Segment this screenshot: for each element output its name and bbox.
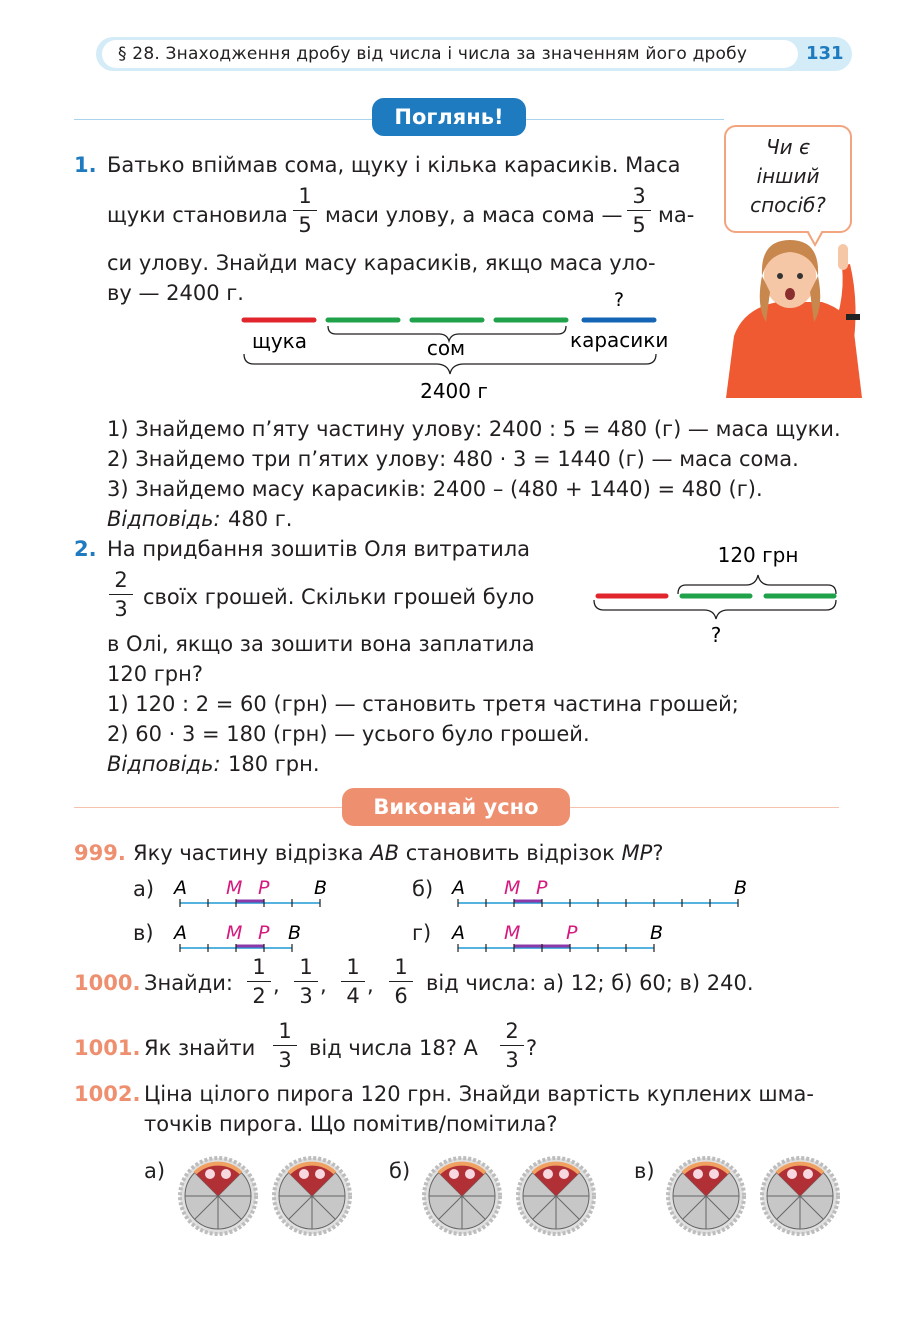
solution-step: 2) 60 · 3 = 180 (грн) — усього було грошей. <box>107 722 590 746</box>
fraction-denominator: 3 <box>299 984 313 1008</box>
pike-label: щука <box>252 329 308 353</box>
page-number: 131 <box>806 43 844 64</box>
point-a-label: A <box>174 877 187 899</box>
option-label: в) <box>133 921 154 945</box>
fraction-numerator: 2 <box>114 568 128 592</box>
girl-illustration <box>726 236 876 398</box>
point-b-label: B <box>314 877 328 899</box>
point-m-label: M <box>504 922 521 944</box>
answer-label: Відповідь: <box>107 507 221 531</box>
exercise-text <box>133 840 663 866</box>
pie-a2 <box>274 1158 350 1234</box>
problem-text: щуки становила <box>107 203 288 227</box>
fraction <box>106 568 136 621</box>
option-label: б) <box>389 1159 411 1183</box>
solution-step: 2) Знайдемо три п’ятих улову: 480 · 3 = 1440 (г) — маса сома. <box>107 447 799 471</box>
pie-b1 <box>424 1158 500 1234</box>
fraction <box>497 1019 527 1072</box>
option-label: г) <box>412 921 432 945</box>
exercise-text-part: Яку частину відрізка <box>133 841 364 865</box>
point-a-label: A <box>452 877 465 899</box>
segment-a <box>172 872 332 912</box>
problem-text: ву — 2400 г. <box>107 281 244 305</box>
exercise-number: 1002. <box>74 1082 141 1106</box>
problem-text: своїх грошей. Скільки грошей було <box>143 585 535 609</box>
exercise-text: від числа: а) 12; б) 60; в) 240. <box>426 971 754 995</box>
problem-text: На придбання зошитів Оля витратила <box>107 537 531 561</box>
point-m-label: M <box>226 877 243 899</box>
segment-ab: AB <box>370 841 399 865</box>
fraction-numerator: 1 <box>394 955 408 979</box>
exercise-number: 1000. <box>74 971 141 995</box>
bubble-line: спосіб? <box>750 193 826 217</box>
pie-c2 <box>762 1158 838 1234</box>
comma: , <box>273 973 280 997</box>
segment-b <box>450 872 750 912</box>
fraction-denominator: 3 <box>505 1048 519 1072</box>
fraction-numerator: 1 <box>298 184 312 208</box>
carp-question: ? <box>613 289 625 311</box>
problem-text: ма- <box>658 203 695 227</box>
question-mark: ? <box>652 841 664 865</box>
point-b-label: B <box>650 922 664 944</box>
problem-text: 120 грн? <box>107 662 203 686</box>
exercise-text: Ціна цілого пирога 120 грн. Знайди вартість куплених шма- <box>144 1082 814 1106</box>
exercise-number: 999. <box>74 841 126 865</box>
exercise-text: точків пирога. Що помітив/помітила? <box>144 1112 558 1136</box>
fraction-numerator: 1 <box>278 1019 292 1043</box>
pie-illustrations <box>176 1148 856 1238</box>
exercise-text: ? <box>526 1036 538 1060</box>
option-label: а) <box>144 1159 166 1183</box>
fraction-numerator: 2 <box>505 1019 519 1043</box>
exercise-text: Як знайти <box>144 1036 256 1060</box>
exercise-number: 1001. <box>74 1036 141 1060</box>
section-badge-look: Поглянь! <box>372 98 526 136</box>
fraction <box>624 184 654 237</box>
fraction-denominator: 5 <box>298 213 312 237</box>
pie-a1 <box>180 1158 256 1234</box>
speech-bubble <box>724 125 852 233</box>
fraction <box>386 955 416 1008</box>
problem-text: Батько впіймав сома, щуку і кілька карасиків. Маса <box>107 153 681 177</box>
point-b-label: B <box>288 922 302 944</box>
answer-label: Відповідь: <box>107 752 221 776</box>
section-badge-oral: Виконай усно <box>342 788 570 826</box>
header-title: § 28. Знаходження дробу від числа і числа за значенням його дробу <box>118 44 748 64</box>
carp-label: карасики <box>570 328 669 352</box>
answer-value: 480 г. <box>228 507 293 531</box>
fraction-denominator: 5 <box>632 213 646 237</box>
option-label: б) <box>412 877 434 901</box>
option-label: а) <box>133 877 155 901</box>
problem-text: в Олі, якщо за зошити вона заплатила <box>107 632 535 656</box>
point-p-label: P <box>258 877 270 899</box>
fraction <box>290 184 320 237</box>
point-p-label: P <box>258 922 270 944</box>
fraction-denominator: 4 <box>346 984 360 1008</box>
segment-mp: MP <box>621 841 653 865</box>
point-a-label: A <box>452 922 465 944</box>
fraction-numerator: 1 <box>252 955 266 979</box>
fraction <box>338 955 368 1008</box>
solution-step: 1) Знайдемо п’яту частину улову: 2400 : 5 = 480 (г) — маса щуки. <box>107 417 841 441</box>
solution-step: 1) 120 : 2 = 60 (грн) — становить третя частина грошей; <box>107 692 739 716</box>
money-diagram <box>586 538 846 650</box>
problem-text: маси улову, а маса сома — <box>325 203 623 227</box>
fish-diagram <box>236 286 676 406</box>
exercise-text-part: становить відрізок <box>405 841 615 865</box>
catfish-label: сом <box>426 336 466 360</box>
segment-c <box>172 917 312 957</box>
point-a-label: A <box>174 922 187 944</box>
fraction-denominator: 3 <box>114 597 128 621</box>
pie-c1 <box>668 1158 744 1234</box>
bubble-line: інший <box>756 164 820 188</box>
point-m-label: M <box>504 877 521 899</box>
top-brace <box>678 575 836 594</box>
comma: , <box>367 973 374 997</box>
point-p-label: P <box>536 877 548 899</box>
fraction-denominator: 6 <box>394 984 408 1008</box>
fraction-numerator: 1 <box>346 955 360 979</box>
exercise-text: від числа 18? А <box>309 1036 478 1060</box>
comma: , <box>320 973 327 997</box>
fraction-denominator: 2 <box>252 984 266 1008</box>
problem-text: си улову. Знайди масу карасиків, якщо маса уло- <box>107 251 656 275</box>
fraction <box>244 955 274 1008</box>
segment-d <box>450 917 680 957</box>
point-p-label: P <box>566 922 578 944</box>
answer-value: 180 грн. <box>228 752 320 776</box>
fraction <box>291 955 321 1008</box>
problem-number: 1. <box>74 153 97 177</box>
pie-b2 <box>518 1158 594 1234</box>
total-label: 2400 г <box>420 379 488 403</box>
fraction-denominator: 3 <box>278 1048 292 1072</box>
option-label: в) <box>634 1159 655 1183</box>
exercise-text: Знайди: <box>144 971 233 995</box>
fraction-numerator: 1 <box>299 955 313 979</box>
fraction <box>270 1019 300 1072</box>
diagram-bottom-label: ? <box>710 623 722 647</box>
fraction-numerator: 3 <box>632 184 646 208</box>
point-b-label: B <box>734 877 748 899</box>
point-m-label: M <box>226 922 243 944</box>
problem-number: 2. <box>74 537 97 561</box>
bottom-brace <box>594 600 836 619</box>
diagram-top-label: 120 грн <box>717 543 799 567</box>
solution-step: 3) Знайдемо масу карасиків: 2400 – (480 + 1440) = 480 (г). <box>107 477 763 501</box>
bubble-line: Чи є <box>765 135 811 159</box>
